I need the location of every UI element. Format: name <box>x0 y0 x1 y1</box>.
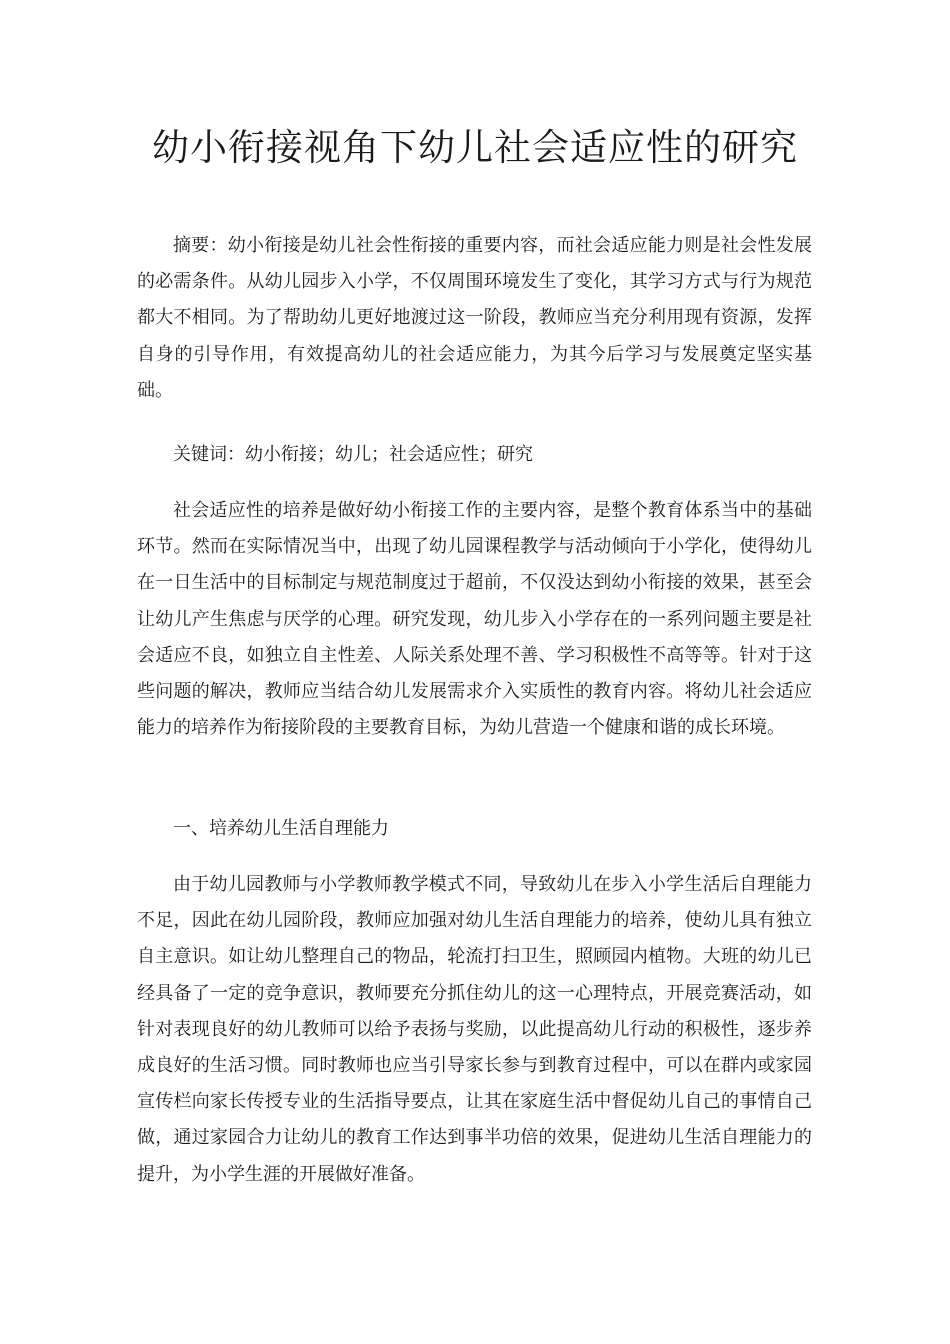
abstract-paragraph: 摘要：幼小衔接是幼儿社会性衔接的重要内容，而社会适应能力则是社会性发展的必需条件。从幼儿园步入小学，不仅周围环境发生了变化，其学习方式与行为规范都大不相同。为了帮助幼儿更好地渡过这一阶段，教师应当充分利用现有资源，发挥自身的引导作用，有效提高幼儿的社会适应能力，为其今后学习与发展奠定坚实基础。 <box>137 235 812 401</box>
intro-paragraph: 社会适应性的培养是做好幼小衔接工作的主要内容，是整个教育体系当中的基础环节。然而在实际情况当中，出现了幼儿园课程教学与活动倾向于小学化，使得幼儿在一日生活中的目标制定与规范制度过于超前，不仅没达到幼小衔接的效果，甚至会让幼儿产生焦虑与厌学的心理。研究发现，幼儿步入小学存在的一系列问题主要是社会适应不良，如独立自主性差、人际关系处理不善、学习积极性不高等等。针对于这些问题的解决，教师应当结合幼儿发展需求介入实质性的教育内容。将幼儿社会适应能力的培养作为衔接阶段的主要教育目标，为幼儿营造一个健康和谐的成长环境。 <box>137 500 812 739</box>
section-paragraph: 由于幼儿园教师与小学教师教学模式不同，导致幼儿在步入小学生活后自理能力不足，因此在幼儿园阶段，教师应加强对幼儿生活自理能力的培养，使幼儿具有独立自主意识。如让幼儿整理自己的物品，轮流打扫卫生，照顾园内植物。大班的幼儿已经具备了一定的竞争意识，教师要充分抓住幼儿的这一心理特点，开展竞赛活动，如针对表现良好的幼儿教师可以给予表扬与奖励，以此提高幼儿行动的积极性，逐步养成良好的生活习惯。同时教师也应当引导家长参与到教育过程中，可以在群内或家园宣传栏向家长传授专业的生活指导要点，让其在家庭生活中督促幼儿自己的事情自己做，通过家园合力让幼儿的教育工作达到事半功倍的效果，促进幼儿生活自理能力的提升，为小学生涯的开展做好准备。 <box>137 874 812 1185</box>
keywords-paragraph: 关键词：幼小衔接；幼儿；社会适应性；研究 <box>173 444 533 465</box>
section-heading: 一、培养幼儿生活自理能力 <box>173 818 389 839</box>
document-title: 幼小衔接视角下幼儿社会适应性的研究 <box>152 126 798 169</box>
